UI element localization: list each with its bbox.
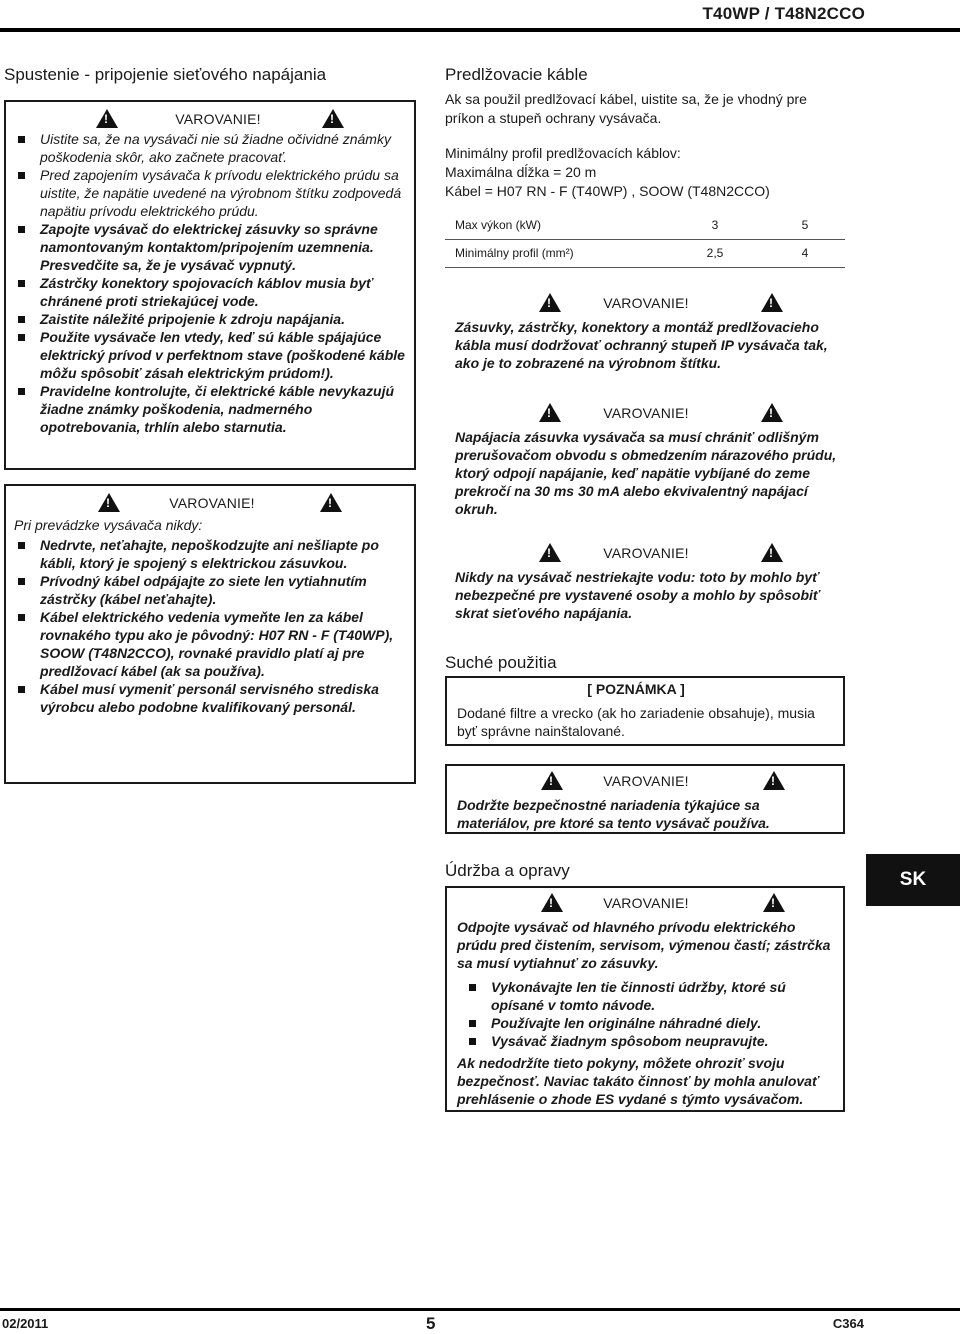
warning-header [455, 292, 837, 314]
warning-header [14, 492, 410, 514]
table-cell: Minimálny profil (mm²) [445, 239, 665, 267]
list-item: Vysávač žiadnym spôsobom neupravujte. [457, 1032, 835, 1050]
min-profile-line: Maximálna dĺžka = 20 m [445, 164, 597, 180]
footer-rule [0, 1308, 960, 1311]
warning-triangle-icon [98, 493, 120, 512]
warning-label: VAROVANIE! [603, 545, 689, 561]
list-item: Zaistite náležité pripojenie k zdroju napájania. [6, 310, 410, 328]
warning-box-maintenance [445, 886, 845, 1112]
warning-outro: Ak nedodržíte tieto pokyny, môžete ohroziť svoju bezpečnosť. Naviac takáto činnosť by mohla anulovať prehlásenie o zhode ES vydané s týmto vysávačom. [457, 1055, 819, 1107]
section-title-extension-cables: Predlžovacie káble [445, 65, 588, 84]
list-item: Pred zapojením vysávača k prívodu elektrického prúdu sa uistite, že napätie uvedené na výrobnom štítku zodpovedá napätiu prívodu elektrického prúdu. [6, 166, 410, 220]
page-number: 5 [426, 1314, 436, 1333]
list-item: Uistite sa, že na vysávači nie sú žiadne očividné známky poškodenia skôr, ako začnete pracovať. [6, 130, 410, 166]
warning-triangle-icon [761, 543, 783, 562]
warning-label: VAROVANIE! [169, 495, 255, 511]
list-item: Nedrvte, neťahajte, nepoškodzujte ani nešliapte po kábli, ktorý je spojený s elektrickou zásuvkou. [14, 536, 410, 572]
table-cell: Max výkon (kW) [445, 211, 665, 239]
warning-box-materials [445, 764, 845, 834]
table-cell: 2,5 [665, 239, 755, 267]
warning-intro: Pri prevádzke vysávača nikdy: [14, 517, 203, 533]
warning-text: Nikdy na vysávač nestriekajte vodu: toto by mohlo byť nebezpečné pre vystavené osoby a mohlo by spôsobiť skrat sieťového napájania. [455, 569, 820, 621]
warning-triangle-icon [539, 293, 561, 312]
warning-header [457, 892, 835, 914]
warning-box-circuit-breaker [445, 398, 845, 522]
warning-header [455, 402, 837, 424]
warning-triangle-icon [541, 771, 563, 790]
warning-intro: Odpojte vysávač od hlavného prívodu elektrického prúdu pred čistením, servisom, výmenou častí; zástrčka sa musí vytiahnuť zo zásuvky. [457, 919, 831, 971]
extension-cables-paragraph: Ak sa použil predlžovací kábel, uistite sa, že je vhodný pre príkon a stupeň ochrany vysávača. [445, 91, 807, 126]
header-rule [0, 28, 960, 32]
language-badge: SK [866, 854, 960, 906]
warning-label: VAROVANIE! [603, 295, 689, 311]
warning-text: Dodržte bezpečnostné nariadenia týkajúce sa materiálov, pre ktoré sa tento vysávač používa. [457, 797, 770, 831]
warning-header [26, 108, 410, 130]
warning-header [457, 770, 835, 792]
list-item: Zapojte vysávač do elektrickej zásuvky so správne namontovaným kontaktom/pripojením uzemnenia. Presvedčite sa, že je vysávač vypnutý. [6, 220, 410, 274]
list-item: Kábel elektrického vedenia vymeňte len za kábel rovnakého typu ako je pôvodný: H07 RN - F (T40WP), SOOW (T48N2CCO), rovnaké pravidlo platí aj pre predlžovací kábel (ak sa používa). [14, 608, 410, 680]
warning-box-operation [4, 484, 416, 784]
warning-triangle-icon [539, 403, 561, 422]
footer-doc-code: C364 [832, 1316, 864, 1331]
document-model-title: T40WP / T48N2CCO [702, 4, 865, 23]
warning-box-water [445, 538, 845, 622]
warning-triangle-icon [761, 293, 783, 312]
list-item: Používajte len originálne náhradné diely. [457, 1014, 835, 1032]
min-profile-line: Kábel = H07 RN - F (T40WP) , SOOW (T48N2CCO) [445, 183, 770, 199]
list-item: Použite vysávače len vtedy, keď sú káble spájajúce elektrický prívod v perfektnom stave (poškodené káble môžu spôsobiť zásah elektrickým prúdom!). [6, 328, 410, 382]
footer-date: 02/2011 [2, 1316, 49, 1331]
table-cell: 4 [755, 239, 845, 267]
list-item: Zástrčky konektory spojovacích káblov musia byť chránené proti striekajúcej vode. [6, 274, 410, 310]
list-item: Pravidelne kontrolujte, či elektrické káble nevykazujú žiadne známky poškodenia, nadmerného opotrebovania, trhlín alebo starnutia. [6, 382, 410, 436]
table-cell: 3 [665, 211, 755, 239]
cable-spec-table [445, 211, 845, 268]
warning-label: VAROVANIE! [175, 111, 261, 127]
warning-label: VAROVANIE! [603, 773, 689, 789]
warning-label: VAROVANIE! [603, 895, 689, 911]
table-row [445, 211, 845, 239]
right-column [445, 64, 845, 1107]
warning-triangle-icon [322, 109, 344, 128]
warning-triangle-icon [761, 403, 783, 422]
warning-triangle-icon [539, 543, 561, 562]
warning-text: Zásuvky, zástrčky, konektory a montáž predlžovacieho kábla musí dodržovať ochranný stupeň IP vysávača tak, ako je to zobrazené na výrobnom štítku. [455, 319, 828, 371]
note-text: Dodané filtre a vrecko (ak ho zariadenie obsahuje), musia byť správne nainštalované. [457, 705, 815, 739]
table-cell: 5 [755, 211, 845, 239]
min-profile-line: Minimálny profil predlžovacích káblov: [445, 145, 681, 161]
warning-box-ip-rating [445, 288, 845, 382]
warning-triangle-icon [541, 893, 563, 912]
list-item: Prívodný kábel odpájajte zo siete len vytiahnutím zástrčky (kábel neťahajte). [14, 572, 410, 608]
list-item: Vykonávajte len tie činnosti údržby, ktoré sú opísané v tomto návode. [457, 978, 835, 1014]
section-title-maintenance: Údržba a opravy [445, 861, 570, 880]
warning-triangle-icon [96, 109, 118, 128]
left-column [4, 64, 416, 715]
note-label: [ POZNÁMKA ] [587, 681, 685, 697]
warning-header [455, 542, 837, 564]
warning-label: VAROVANIE! [603, 405, 689, 421]
list-item: Kábel musí vymeniť personál servisného strediska výrobcu alebo podobne kvalifikovaný personál. [14, 680, 410, 716]
note-box [445, 676, 845, 746]
warning-triangle-icon [320, 493, 342, 512]
section-title-power-connection: Spustenie - pripojenie sieťového napájania [4, 65, 327, 84]
warning-box-power [4, 100, 416, 470]
table-row [445, 239, 845, 267]
warning-triangle-icon [763, 893, 785, 912]
warning-triangle-icon [763, 771, 785, 790]
warning-text: Napájacia zásuvka vysávača sa musí chrániť odlišným prerušovačom obvodu s obmedzením nárazového prúdu, ktorý odpojí napájanie, keď napätie vybíjané do zeme prekročí na 30 ms 30 mA alebo ekvivalentný napájací okruh. [455, 429, 837, 517]
section-title-dry-use: Suché použitia [445, 653, 557, 672]
